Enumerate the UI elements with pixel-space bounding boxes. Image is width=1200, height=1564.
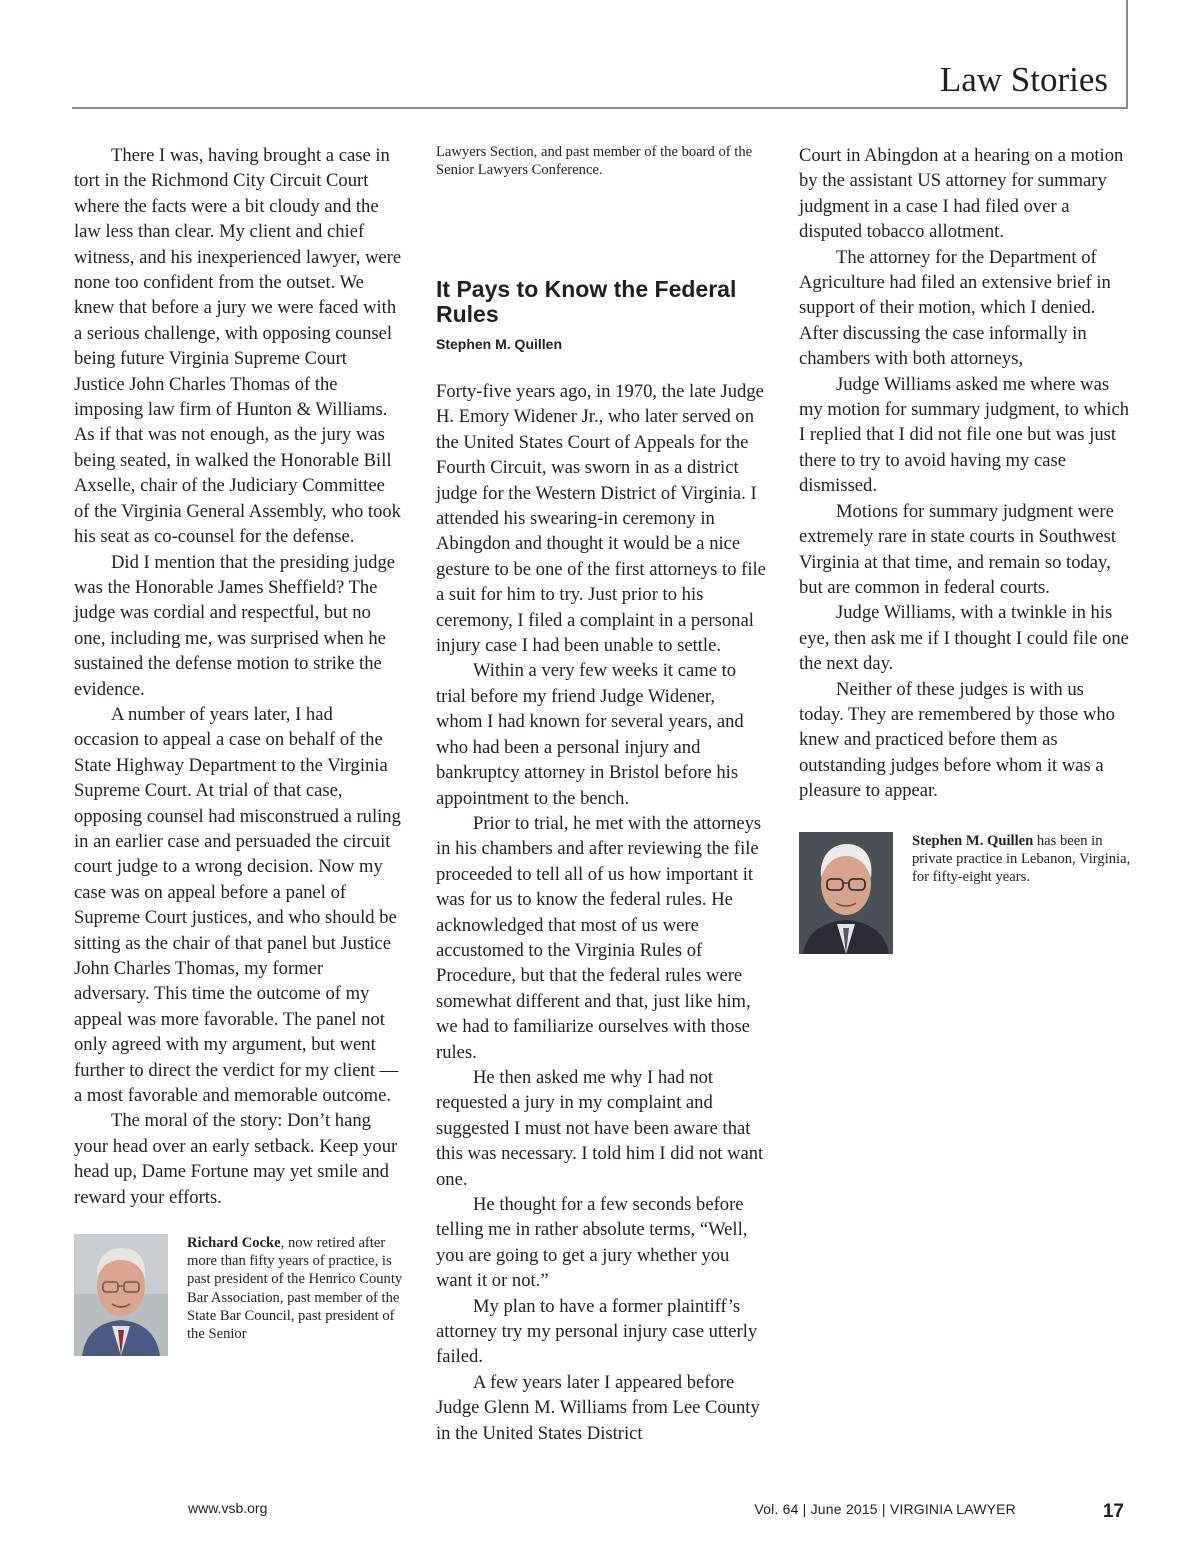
author-photo-quillen bbox=[799, 832, 893, 954]
paragraph: A number of years later, I had occasion to appeal a case on behalf of the State Highway Department to the Virginia Supreme Court. At trial of that case, opposing counsel had misconstrued a ruling in an earlier case and persuaded the circuit court judge to a wrong decision. Now my case was on appeal before a panel of Supreme Court justices, and who should be sitting as the chair of that panel but Justice John Charles Thomas, my former adversary. This time the outcome of my appeal was more favorable. The panel not only agreed with my argument, but went further to direct the verdict for my client — a most favorable and memorable outcome. bbox=[74, 703, 401, 1107]
paragraph: My plan to have a former plaintiff’s attorney try my personal injury case utterly failed. bbox=[436, 1295, 758, 1368]
paragraph: Did I mention that the presiding judge was the Honorable James Sheffield? The judge was cordial and respectful, but no one, including me, was surprised when he sustained the defense motion to strike the evidence. bbox=[74, 551, 396, 700]
header-vertical-rule bbox=[1126, 0, 1128, 108]
footer-issue: Vol. 64 | June 2015 | VIRGINIA LAWYER bbox=[754, 1501, 1016, 1517]
paragraph: He then asked me why I had not requested a jury in my complaint and suggested I must not have been aware that this was necessary. I told him I did not want one. bbox=[436, 1066, 764, 1190]
paragraph: Within a very few weeks it came to trial before my friend Judge Widener, whom I had known for several years, and who had been a personal injury and bankruptcy attorney in Bristol before his appointment to the bench. bbox=[436, 660, 744, 809]
story-cocke-body bbox=[74, 143, 402, 1210]
column-1 bbox=[74, 143, 402, 1356]
paragraph: There I was, having brought a case in tort in the Richmond City Circuit Court where the facts were a bit cloudy and the law less than clear. My client and chief witness, and his inexperienced lawyer, were none too confident from the outset. We knew that before a jury we were faced with a serious challenge, with opposing counsel being future Virginia Supreme Court Justice John Charles Thomas of the imposing law firm of Hunton & Williams. As if that was not enough, as the jury was being seated, in walked the Honorable Bill Axselle, chair of the Judiciary Committee of the Virginia General Assembly, who took his seat as co-counsel for the defense. bbox=[74, 145, 402, 548]
paragraph: Neither of these judges is with us today. They are remembered by those who knew and practiced before them as outstanding judges before whom it was a pleasure to appear. bbox=[799, 678, 1115, 802]
author-bio-cocke bbox=[187, 1234, 407, 1343]
page-number: 17 bbox=[1102, 1501, 1124, 1522]
author-bio-text: , now retired after more than fifty years of practice, is past president of the Henrico County Bar Association, past member of the State Bar Council, past president of the Senior bbox=[187, 1235, 403, 1343]
footer-url: www.vsb.org bbox=[188, 1500, 268, 1516]
paragraph: Forty-five years ago, in 1970, the late Judge H. Emory Widener Jr., who later served on the United States Court of Appeals for the Fourth Circuit, was sworn in as a district judge for the Western District of Virginia. I attended his swearing-in ceremony in Abingdon and thought it would be a nice gesture to be one of the first attorneys to file a suit for him to try. Just prior to his ceremony, I filed a complaint in a personal injury case I had been unable to settle. bbox=[436, 381, 766, 657]
section-title: Law Stories bbox=[939, 60, 1108, 99]
author-box-quillen bbox=[799, 832, 1129, 954]
column-3 bbox=[799, 143, 1129, 954]
article-title: It Pays to Know the Federal Rules bbox=[436, 276, 737, 327]
paragraph: The attorney for the Department of Agriculture had filed an extensive brief in support of their motion, which I denied. After discussing the case informally in chambers with both attorneys, bbox=[799, 246, 1111, 370]
header-rule bbox=[72, 107, 1128, 109]
author-bio-quillen bbox=[912, 832, 1132, 887]
byline: Stephen M. Quillen bbox=[436, 336, 563, 352]
column-2 bbox=[436, 143, 766, 1446]
paragraph: He thought for a few seconds before telling me in rather absolute terms, “Well, you are going to get a jury whether you want it or not.” bbox=[436, 1194, 748, 1292]
paragraph: Judge Williams, with a twinkle in his eye, then ask me if I thought I could file one the next day. bbox=[799, 602, 1129, 675]
author-bio-text: has been in private practice in Lebanon, Virginia, for fifty-eight years. bbox=[912, 832, 1131, 885]
author-box-cocke bbox=[74, 1234, 402, 1356]
author-name: Stephen M. Quillen bbox=[912, 832, 1034, 849]
paragraph: Motions for summary judgment were extremely rare in state courts in Southwest Virginia at that time, and remain so today, but are common in federal courts. bbox=[799, 500, 1117, 598]
article-body-continued bbox=[799, 143, 1129, 804]
author-name: Richard Cocke bbox=[187, 1235, 281, 1252]
article-body bbox=[436, 379, 766, 1446]
author-photo-cocke bbox=[74, 1234, 168, 1356]
author-bio-cocke-continued: Lawyers Section, and past member of the board of the Senior Lawyers Conference. bbox=[436, 144, 753, 178]
paragraph: Judge Williams asked me where was my motion for summary judgment, to which I replied that I did not file one but was just there to try to avoid having my case dismissed. bbox=[799, 373, 1130, 497]
paragraph: A few years later I appeared before Judge Glenn M. Williams from Lee County in the United States District bbox=[436, 1371, 760, 1444]
paragraph: Prior to trial, he met with the attorneys in his chambers and after reviewing the file proceeded to tell all of us how important it was for us to know the federal rules. He acknowledged that most of us were accustomed to the Virginia Rules of Procedure, but that the federal rules were somewhat different and that, just like him, we had to familiarize ourselves with those rules. bbox=[436, 812, 762, 1063]
paragraph: Court in Abingdon at a hearing on a motion by the assistant US attorney for summary judgment in a case I had filed over a disputed tobacco allotment. bbox=[799, 145, 1124, 243]
paragraph: The moral of the story: Don’t hang your head over an early setback. Keep your head up, Dame Fortune may yet smile and reward your efforts. bbox=[74, 1110, 398, 1208]
